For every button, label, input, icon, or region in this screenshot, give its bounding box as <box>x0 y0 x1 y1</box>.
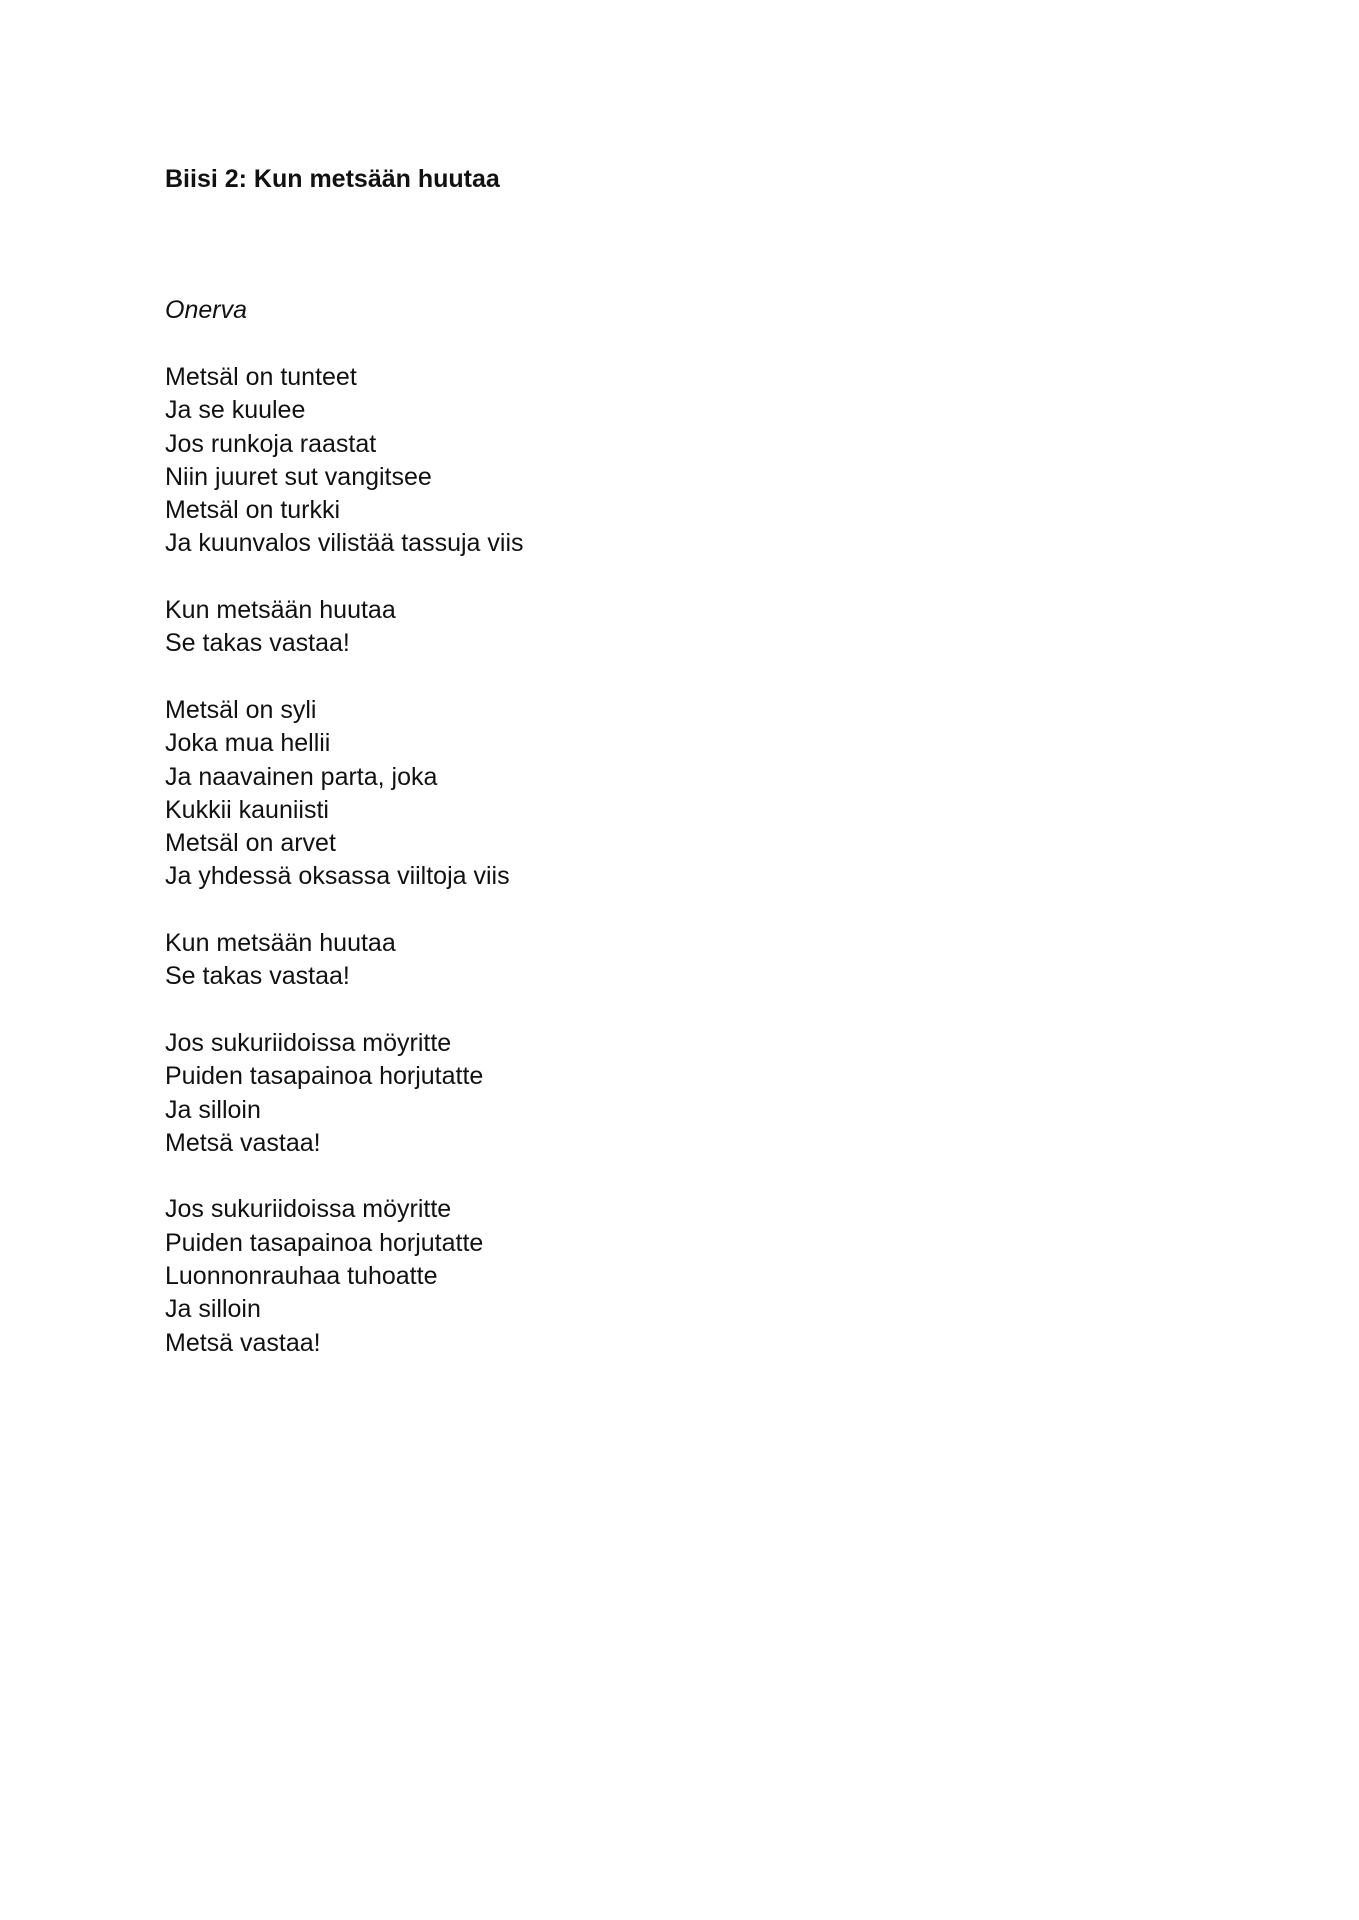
lyric-line: Metsäl on arvet <box>165 829 336 858</box>
lyric-line: Metsäl on syli <box>165 695 317 724</box>
chorus-stanza <box>165 927 524 994</box>
song-title: Biisi 2: Kun metsään huutaa <box>165 165 500 193</box>
lyric-line: Ja yhdessä oksassa viiltoja viis <box>165 862 510 891</box>
lyric-line: Joka mua hellii <box>165 729 331 758</box>
lyric-line: Luonnonrauhaa tuhoatte <box>165 1262 438 1291</box>
lyric-line: Jos sukuriidoissa möyritte <box>165 1195 452 1224</box>
lyric-line: Ja silloin <box>165 1295 261 1324</box>
lyric-line: Metsäl on turkki <box>165 496 341 525</box>
lyrics <box>165 361 524 1393</box>
lyric-line: Ja kuunvalos vilistää tassuja viis <box>165 529 524 558</box>
lyric-line: Puiden tasapainoa horjutatte <box>165 1228 484 1257</box>
stanza <box>165 1193 524 1359</box>
lyric-line: Jos sukuriidoissa möyritte <box>165 1028 452 1057</box>
lyric-line: Metsä vastaa! <box>165 1128 321 1157</box>
lyric-line: Niin juuret sut vangitsee <box>165 462 432 491</box>
chorus-stanza <box>165 594 524 661</box>
lyric-line: Kun metsään huutaa <box>165 596 396 625</box>
lyric-line: Se takas vastaa! <box>165 629 350 658</box>
lyric-line: Ja se kuulee <box>165 396 306 425</box>
lyric-line: Kun metsään huutaa <box>165 929 396 958</box>
stanza <box>165 361 524 561</box>
lyric-line: Puiden tasapainoa horjutatte <box>165 1062 484 1091</box>
stanza <box>165 1027 524 1160</box>
lyric-line: Ja naavainen parta, joka <box>165 762 438 791</box>
lyric-line: Metsä vastaa! <box>165 1328 321 1357</box>
stanza <box>165 694 524 894</box>
lyric-line: Metsäl on tunteet <box>165 363 357 391</box>
lyric-line: Kukkii kauniisti <box>165 795 329 824</box>
lyric-line: Ja silloin <box>165 1095 261 1124</box>
speaker-name: Onerva <box>165 296 247 324</box>
lyric-line: Se takas vastaa! <box>165 962 350 991</box>
document-content <box>165 162 1195 1357</box>
lyric-line: Jos runkoja raastat <box>165 429 377 458</box>
